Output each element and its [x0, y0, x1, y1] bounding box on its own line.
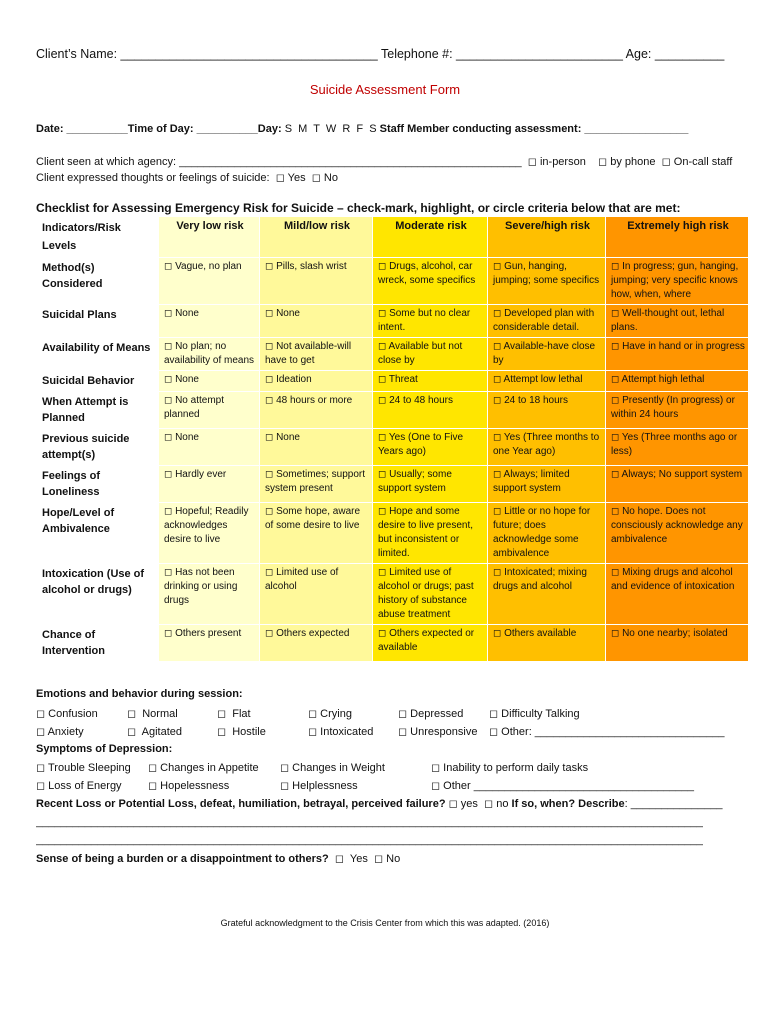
- footer-acknowledgment: Grateful acknowledgment to the Crisis Center from which this was adapted. (2016): [220, 918, 550, 928]
- criteria-checkbox-very-low[interactable]: ◻ None: [159, 305, 260, 338]
- criteria-checkbox-moderate[interactable]: ◻ Yes (One to Five Years ago): [373, 429, 488, 466]
- criteria-checkbox-mild-low[interactable]: ◻ Sometimes; support system present: [260, 466, 373, 503]
- criteria-checkbox-moderate[interactable]: ◻ Hope and some desire to live present, but inconsistent or limited.: [373, 503, 488, 564]
- criteria-checkbox-mild-low[interactable]: ◻ None: [260, 429, 373, 466]
- criteria-checkbox-extremely-high[interactable]: ◻ Presently (In progress) or within 24 hours: [606, 392, 749, 429]
- criteria-checkbox-very-low[interactable]: ◻ No plan; no availability of means: [159, 338, 260, 371]
- burden-options[interactable]: ◻ Yes ◻ No: [328, 853, 401, 865]
- criteria-checkbox-severe-high[interactable]: ◻ Yes (Three months to one Year ago): [488, 429, 606, 466]
- criteria-checkbox-mild-low[interactable]: ◻ Pills, slash wrist: [260, 258, 373, 305]
- indicator-label: Method(s) Considered: [37, 258, 159, 305]
- criteria-checkbox-severe-high[interactable]: ◻ Available-have close by: [488, 338, 606, 371]
- criteria-checkbox-very-low[interactable]: ◻ Vague, no plan: [159, 258, 260, 305]
- criteria-checkbox-moderate[interactable]: ◻ Available but not close by: [373, 338, 488, 371]
- risk-checklist-table: [36, 216, 749, 662]
- emotion-option[interactable]: ◻ Crying: [308, 708, 352, 720]
- criteria-checkbox-extremely-high[interactable]: ◻ Mixing drugs and alcohol and evidence of intoxication: [606, 564, 749, 625]
- criteria-checkbox-moderate[interactable]: ◻ Threat: [373, 371, 488, 392]
- emotion-option[interactable]: ◻ Other: _______________________________: [489, 726, 725, 738]
- criteria-checkbox-extremely-high[interactable]: ◻ In progress; gun, hanging, jumping; very specific knows how, when, where: [606, 258, 749, 305]
- checklist-title: Checklist for Assessing Emergency Risk for Suicide – check-mark, highlight, or circle criteria below that are met:: [36, 201, 681, 215]
- loss-describe-label: If so, when? Describe: [511, 798, 625, 810]
- indicator-label: Intoxication (Use of alcohol or drugs): [37, 564, 159, 625]
- emotion-option[interactable]: ◻ Intoxicated: [308, 726, 374, 738]
- criteria-checkbox-moderate[interactable]: ◻ Drugs, alcohol, car wreck, some specifics: [373, 258, 488, 305]
- criteria-checkbox-extremely-high[interactable]: ◻ Have in hand or in progress: [606, 338, 749, 371]
- header-indicators: Indicators/Risk Levels: [37, 217, 159, 258]
- thoughts-line[interactable]: Client expressed thoughts or feelings of suicide: ◻ Yes ◻ No: [36, 172, 338, 184]
- header-mild-low: Mild/low risk: [260, 217, 373, 258]
- burden-line: [36, 852, 400, 865]
- table-row: [37, 466, 749, 503]
- table-row: [37, 429, 749, 466]
- criteria-checkbox-severe-high[interactable]: ◻ Always; limited support system: [488, 466, 606, 503]
- table-row: [37, 258, 749, 305]
- loss-blank-line[interactable]: _____________________________________________________________________________________________________________: [36, 816, 703, 828]
- depression-option[interactable]: ◻ Inability to perform daily tasks: [431, 762, 589, 774]
- indicator-label: Suicidal Plans: [37, 305, 159, 338]
- agency-line[interactable]: Client seen at which agency: ________________________________________________________ ◻ in-person ◻ by phone ◻ On-call staff: [36, 156, 733, 168]
- header-extremely-high: Extremely high risk: [606, 217, 749, 258]
- client-info-line: Client’s Name: _____________________________________ Telephone #: ________________________ Age: __________: [36, 47, 725, 61]
- criteria-checkbox-very-low[interactable]: ◻ Has not been drinking or using drugs: [159, 564, 260, 625]
- loss-question: Recent Loss or Potential Loss, defeat, humiliation, betrayal, perceived failure?: [36, 798, 446, 810]
- table-row: [37, 338, 749, 371]
- emotion-option[interactable]: ◻ Normal: [127, 708, 178, 720]
- indicator-label: Availability of Means: [37, 338, 159, 371]
- table-row: [37, 392, 749, 429]
- depression-option[interactable]: ◻ Loss of Energy: [36, 780, 122, 792]
- indicator-label: When Attempt is Planned: [37, 392, 159, 429]
- indicator-label: Feelings of Loneliness: [37, 466, 159, 503]
- depression-option[interactable]: ◻ Changes in Weight: [280, 762, 385, 774]
- depression-option[interactable]: ◻ Changes in Appetite: [148, 762, 259, 774]
- indicator-label: Previous suicide attempt(s): [37, 429, 159, 466]
- criteria-checkbox-severe-high[interactable]: ◻ Gun, hanging, jumping; some specifics: [488, 258, 606, 305]
- criteria-checkbox-very-low[interactable]: ◻ None: [159, 371, 260, 392]
- emotion-option[interactable]: ◻ Anxiety: [36, 726, 84, 738]
- criteria-checkbox-very-low[interactable]: ◻ Others present: [159, 625, 260, 662]
- criteria-checkbox-extremely-high[interactable]: ◻ Attempt high lethal: [606, 371, 749, 392]
- date-line: [36, 123, 688, 135]
- indicator-label: Suicidal Behavior: [37, 371, 159, 392]
- criteria-checkbox-mild-low[interactable]: ◻ Others expected: [260, 625, 373, 662]
- form-title: Suicide Assessment Form: [309, 82, 461, 97]
- staff-member-label: Staff Member conducting assessment: _________________: [379, 123, 689, 135]
- criteria-checkbox-moderate[interactable]: ◻ Others expected or available: [373, 625, 488, 662]
- criteria-checkbox-very-low[interactable]: ◻ Hopeful; Readily acknowledges desire to live: [159, 503, 260, 564]
- indicator-label: Hope/Level of Ambivalence: [37, 503, 159, 564]
- criteria-checkbox-extremely-high[interactable]: ◻ Yes (Three months ago or less): [606, 429, 749, 466]
- criteria-checkbox-mild-low[interactable]: ◻ Some hope, aware of some desire to live: [260, 503, 373, 564]
- emotion-option[interactable]: ◻ Confusion: [36, 708, 98, 720]
- emotions-heading: Emotions and behavior during session:: [36, 688, 243, 700]
- indicator-label: Chance of Intervention: [37, 625, 159, 662]
- date-time-day-label: Date: __________Time of Day: __________Day:: [36, 123, 282, 135]
- criteria-checkbox-mild-low[interactable]: ◻ Limited use of alcohol: [260, 564, 373, 625]
- criteria-checkbox-moderate[interactable]: ◻ Limited use of alcohol or drugs; past history of substance abuse treatment: [373, 564, 488, 625]
- criteria-checkbox-severe-high[interactable]: ◻ Attempt low lethal: [488, 371, 606, 392]
- criteria-checkbox-very-low[interactable]: ◻ None: [159, 429, 260, 466]
- criteria-checkbox-moderate[interactable]: ◻ 24 to 48 hours: [373, 392, 488, 429]
- criteria-checkbox-mild-low[interactable]: ◻ Not available-will have to get: [260, 338, 373, 371]
- criteria-checkbox-severe-high[interactable]: ◻ Intoxicated; mixing drugs and alcohol: [488, 564, 606, 625]
- table-header-row: [37, 217, 749, 258]
- criteria-checkbox-mild-low[interactable]: ◻ None: [260, 305, 373, 338]
- loss-line: [36, 797, 723, 810]
- table-row: [37, 371, 749, 392]
- table-row: [37, 305, 749, 338]
- criteria-checkbox-severe-high[interactable]: ◻ Others available: [488, 625, 606, 662]
- burden-question: Sense of being a burden or a disappointment to others?: [36, 853, 329, 865]
- table-row: [37, 625, 749, 662]
- criteria-checkbox-moderate[interactable]: ◻ Some but no clear intent.: [373, 305, 488, 338]
- depression-option[interactable]: ◻ Other ____________________________________: [431, 780, 694, 792]
- depression-option[interactable]: ◻ Trouble Sleeping: [36, 762, 131, 774]
- table-row: [37, 503, 749, 564]
- criteria-checkbox-mild-low[interactable]: ◻ 48 hours or more: [260, 392, 373, 429]
- criteria-checkbox-severe-high[interactable]: ◻ 24 to 18 hours: [488, 392, 606, 429]
- header-severe-high: Severe/high risk: [488, 217, 606, 258]
- emotion-option[interactable]: ◻ Agitated: [127, 726, 182, 738]
- depression-option[interactable]: ◻ Hopelessness: [148, 780, 230, 792]
- depression-option[interactable]: ◻ Helplessness: [280, 780, 358, 792]
- criteria-checkbox-very-low[interactable]: ◻ No attempt planned: [159, 392, 260, 429]
- criteria-checkbox-extremely-high[interactable]: ◻ No one nearby; isolated: [606, 625, 749, 662]
- emotion-option[interactable]: ◻ Depressed: [398, 708, 464, 720]
- emotion-option[interactable]: ◻ Hostile: [217, 726, 266, 738]
- criteria-checkbox-extremely-high[interactable]: ◻ Well-thought out, lethal plans.: [606, 305, 749, 338]
- criteria-checkbox-very-low[interactable]: ◻ Hardly ever: [159, 466, 260, 503]
- loss-options[interactable]: ◻ yes ◻ no: [445, 798, 512, 810]
- emotion-option[interactable]: ◻ Flat: [217, 708, 251, 720]
- header-very-low: Very low risk: [159, 217, 260, 258]
- depression-heading: Symptoms of Depression:: [36, 743, 173, 755]
- day-options[interactable]: S M T W R F S: [281, 123, 380, 135]
- criteria-checkbox-mild-low[interactable]: ◻ Ideation: [260, 371, 373, 392]
- emotion-option[interactable]: ◻ Unresponsive: [398, 726, 478, 738]
- table-row: [37, 564, 749, 625]
- criteria-checkbox-severe-high[interactable]: ◻ Little or no hope for future; does acknowledge some ambivalence: [488, 503, 606, 564]
- criteria-checkbox-extremely-high[interactable]: ◻ No hope. Does not consciously acknowledge any ambivalence: [606, 503, 749, 564]
- emotion-option[interactable]: ◻ Difficulty Talking: [489, 708, 580, 720]
- loss-blank-line[interactable]: _____________________________________________________________________________________________________________: [36, 834, 703, 846]
- header-moderate: Moderate risk: [373, 217, 488, 258]
- loss-describe-blank[interactable]: : _______________: [624, 798, 723, 810]
- criteria-checkbox-moderate[interactable]: ◻ Usually; some support system: [373, 466, 488, 503]
- criteria-checkbox-extremely-high[interactable]: ◻ Always; No support system: [606, 466, 749, 503]
- criteria-checkbox-severe-high[interactable]: ◻ Developed plan with considerable detail.: [488, 305, 606, 338]
